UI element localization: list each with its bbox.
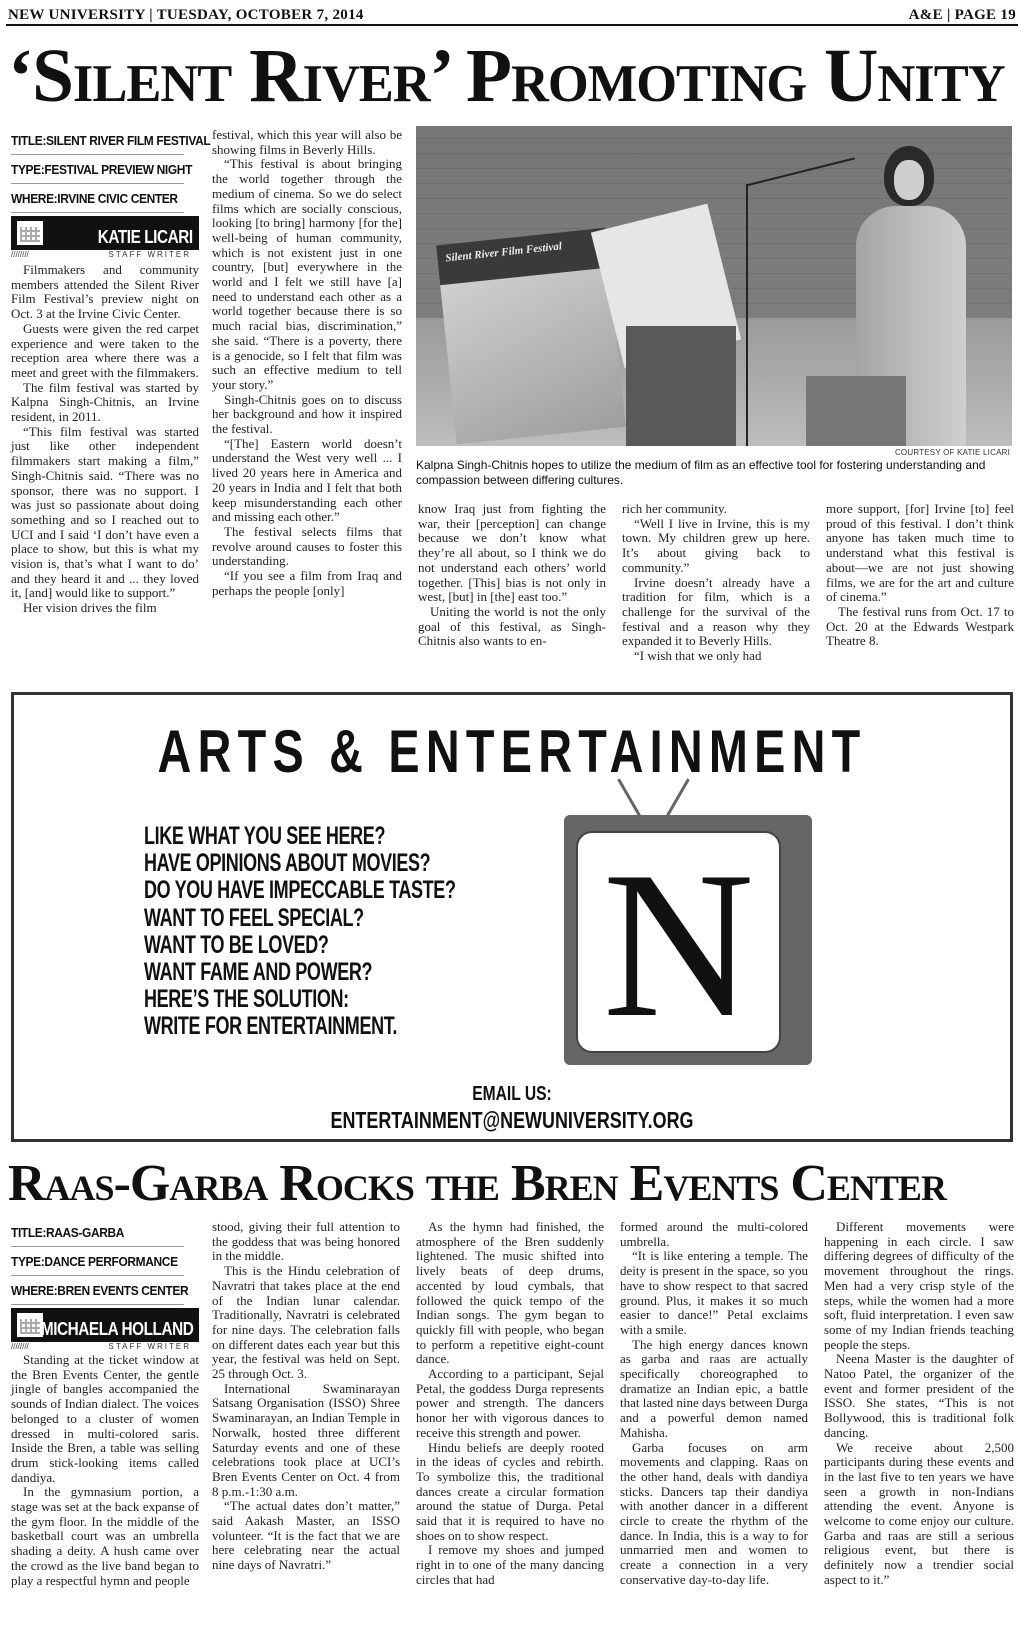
byline-role-row (11, 1342, 199, 1352)
paragraph: know Iraq just from fighting the war, their [perception] can change because we don’t know what they’re all about, so I think we do not understand each others’ world together. [This] bias is not only in west, [but] in [the] east too.” (418, 501, 606, 605)
tv-logo-icon (564, 815, 812, 1065)
article1-column-1 (11, 263, 199, 616)
paragraph: Her vision drives the film (23, 600, 157, 616)
paragraph: The film festival was started by Kalpna Singh-Chitnis, an Irvine resident, in 2011. (11, 379, 199, 425)
byline-role: STAFF WRITER (108, 1342, 191, 1351)
article2-headline: Raas-Garba Rocks the Bren Events Center (8, 1155, 946, 1212)
paragraph: formed around the multi-colored umbrella. (620, 1219, 808, 1249)
info-title-value: SILENT RIVER FILM FESTIVAL (46, 133, 211, 148)
paragraph: This is the Hindu celebration of Navratri that takes place at the end of the Indian lunar calendar. Traditionally, Navratri is celebrated for nine days. The celebration falls on different dates each year but this year, the festival was held on Sept. 25 through Oct. 3. (212, 1263, 400, 1382)
speaker-face (894, 160, 924, 200)
ad-line: LIKE WHAT YOU SEE HERE? (144, 822, 386, 850)
paragraph: The festival selects films that revolve around causes to foster this understanding. (212, 523, 402, 569)
paragraph: Filmmakers and community members attended the Silent River Film Festival’s preview night on Oct. 3 at the Irvine Civic Center. (11, 262, 199, 322)
article2-infobox (11, 1218, 199, 1352)
calendar-icon (17, 221, 43, 245)
poster-title: Silent River Film Festival (436, 228, 609, 286)
ad-email-block (124, 1081, 901, 1133)
paragraph: “This film festival was started just like other independent filmmakers start making a film,” Singh-Chitnis said. “There was no sponsor, there was no support. I was just so passionate about doing something and so I reached out to UCI and I said ‘I don’t have even a place to show, but this is what my vision is, that’s what I want to do’ and they heard it and ... they loved it, [and] would like to support.” (11, 423, 199, 601)
paragraph: I remove my shoes and jumped right in to one of the many dancing circles that had (416, 1542, 604, 1587)
info-type-row (11, 1247, 184, 1276)
calendar-icon (17, 1313, 43, 1337)
paragraph: Uniting the world is not the only goal of this festival, as Singh-Chitnis also wants to en- (418, 603, 606, 649)
info-title-row (11, 1218, 184, 1247)
paragraph: rich her community. (622, 501, 727, 516)
info-where-row (11, 1276, 189, 1305)
paragraph: The high energy dances known as garba and raas are actually specifically choreographed to dramatize an Indian epic, a battle that lasted nine days between Durga and a powerful demon named Mahisha. (620, 1336, 808, 1440)
byline-name: MICHAELA HOLLAND (40, 1319, 193, 1339)
ad-title: ARTS & ENTERTAINMENT (157, 718, 867, 785)
info-title-row (11, 126, 211, 155)
info-type-value: FESTIVAL PREVIEW NIGHT (44, 162, 193, 177)
paragraph: The festival runs from Oct. 17 to Oct. 20 at the Edwards Westpark Theatre 8. (826, 603, 1014, 649)
article2-column-2 (212, 1220, 400, 1573)
article1-column-5 (826, 502, 1014, 649)
info-where-key: WHERE: (11, 1283, 58, 1298)
info-type-value: DANCE PERFORMANCE (44, 1254, 178, 1269)
ad-line: WANT FAME AND POWER? (144, 958, 373, 987)
email-address[interactable]: ENTERTAINMENT@NEWUNIVERSITY.ORG (330, 1107, 694, 1133)
article1-infobox (11, 126, 211, 260)
article1-column-2 (212, 128, 402, 599)
paragraph: “I wish that we only had (634, 648, 762, 664)
ad-line: WRITE FOR ENTERTAINMENT. (144, 1012, 398, 1041)
paragraph: stood, giving their full attention to the goddess that was being honored in the middle. (212, 1219, 400, 1264)
photo-caption: Kalpna Singh-Chitnis hopes to utilize the medium of film as an effective tool for fostering understanding and compassion between differing cultures. (416, 458, 986, 487)
info-where-key: WHERE: (11, 191, 58, 206)
byline-bar (11, 1308, 199, 1342)
byline-name: KATIE LICARI (98, 227, 193, 247)
info-title-key: TITLE: (11, 1225, 47, 1240)
photo-credit: COURTESY OF KATIE LICARI (894, 448, 1010, 457)
poster-portrait (626, 326, 736, 446)
paragraph: “The actual dates don’t matter,” said Aakash Master, an ISSO volunteer. “It is the fact that we are here celebrating near the actual nine days of Navratri.” (212, 1498, 400, 1573)
paragraph: Irvine doesn’t already have a tradition for film, which is a challenge for the survival of the festival and a reason why they expanded it to Beverly Hills. (622, 574, 810, 649)
byline-slashes: //////// (11, 1342, 29, 1351)
article1-column-3 (418, 502, 606, 649)
info-type-key: TYPE: (11, 1254, 45, 1269)
paragraph: “Well I live in Irvine, this is my town. My children grew up here. It’s about giving back to community.” (622, 515, 810, 575)
paragraph: Garba focuses on arm movements and clapping. Raas on the other hand, deals with dandiya sticks. Dancers tap their dandiya with another dancer in a different circle to create the rhythm of the dance. In India, this is a way to for unmarried men and women to create a connection in a very conservative day-to-day life. (620, 1439, 808, 1587)
ad-line: HERE’S THE SOLUTION: (144, 985, 349, 1014)
info-type-key: TYPE: (11, 162, 45, 177)
ad-line: HAVE OPINIONS ABOUT MOVIES? (144, 849, 431, 878)
paragraph: Different movements were happening in each circle. I saw differing degrees of difficulty of the movement throughout the rings. Men had a very crisp style of the steps, while the women had a more soft, fluid interpretation. I even saw some of my Indian friends teaching people the steps. (824, 1219, 1014, 1352)
event-photo (416, 126, 1012, 446)
paragraph: more support, [for] Irvine [to] feel proud of this festival. I don’t think anyone has taken much time to understand what this festival is about—we are not just showing films, we are for the art and culture of cinema.” (826, 501, 1014, 605)
paragraph: “This festival is about bringing the world together through the medium of cinema. So we do select films which are socially conscious, looking [to bring] harmony [for the] well-being of human community, which is not existent just in one country, [but] everywhere in the world and I felt we still have [a] need to understand each other as a world together because there is so much racial bias, discrimination,” she said. “There is a poverty, there is a genocide, so I felt that film was such an effective medium to tell your story.” (212, 156, 402, 392)
paragraph: In the gymnasium portion, a stage was set at the back expanse of the gym floor. In the middle of the basketball court was an umbrella shading a deity. A hush came over the crowd as the live band began to play a respectful hymn and people (11, 1484, 199, 1588)
paragraph: festival, which this year will also be showing films in Beverly Hills. (212, 127, 402, 157)
article1-headline: ‘Silent River’ Promoting Unity (8, 34, 1005, 118)
article2-column-1 (11, 1353, 199, 1588)
info-where-value: IRVINE CIVIC CENTER (57, 191, 178, 206)
article2-column-5 (824, 1220, 1014, 1588)
byline-slashes: //////// (11, 250, 29, 259)
paragraph: Standing at the ticket window at the Bren Events Center, the gentle jingle of bangles accompanied the sounds of Indian dialect. The voices belonged to a cluster of women dressed in multi-colored saris. Inside the Bren, a table was selling drum stick-looking items called dandiya. (11, 1352, 199, 1485)
tv-screen (576, 829, 781, 1061)
paragraph: Neena Master is the daughter of Natoo Patel, the organizer of the event and former president of the ISSO. She states, “This is not Bollywood, this is traditional folk dancing. (824, 1351, 1014, 1440)
paragraph: As the hymn had finished, the atmosphere of the Bren suddenly lightened. The music shifted into lively beats of deep drums, accented by loud cymbals, that followed the quick tempo of the Indian songs. The gym began to quickly fill with people, who began to perform a repetitive eight-count dance. (416, 1219, 604, 1367)
paragraph: We receive about 2,500 participants during these events and in the last five to ten years we have seen a growth in non-Indians attending the event. Anyone is welcome to come enjoy our culture. Garba and raas are still a serious religious event, but there is definitely now a trendier social aspect to it.” (824, 1439, 1014, 1587)
paragraph: Hindu beliefs are deeply rooted in the ideas of cycles and rebirth. To symbolize this, the traditional dances create a circular formation around the statue of Durga. Petal said that it is required to have no shoes on to show respect. (416, 1439, 604, 1543)
logo-letter: N (602, 829, 755, 1061)
microphone-stand (746, 184, 748, 446)
email-label: EMAIL US: (472, 1083, 552, 1105)
info-where-row (11, 184, 184, 213)
byline-role-row (11, 250, 199, 260)
arts-entertainment-ad (11, 692, 1013, 1142)
ad-line: WANT TO FEEL SPECIAL? (144, 903, 364, 932)
paragraph: “It is like entering a temple. The deity is present in the space, so you have to show respect to that sacred ground. Plus, it makes it so much easier to dance!” Petal exclaims with a smile. (620, 1248, 808, 1337)
folio-section-page: A&E | PAGE 19 (908, 7, 1016, 23)
article2-column-3 (416, 1220, 604, 1588)
paragraph: According to a participant, Sejal Petal, the goddess Durga represents power and strength. The dancers honor her with vigorous dances to receive this strength and power. (416, 1366, 604, 1440)
info-title-value: RAAS-GARBA (46, 1225, 125, 1240)
ad-line: DO YOU HAVE IMPECCABLE TASTE? (144, 876, 456, 905)
article2-column-4 (620, 1220, 808, 1588)
ad-line: WANT TO BE LOVED? (144, 930, 329, 959)
ad-copy (144, 823, 461, 1041)
byline-role: STAFF WRITER (108, 250, 191, 259)
paragraph: Singh-Chitnis goes on to discuss her background and how it inspired the festival. (212, 391, 402, 437)
folio-date: NEW UNIVERSITY | TUESDAY, OCTOBER 7, 2014 (8, 7, 364, 23)
paragraph: “If you see a film from Iraq and perhaps the people [only] (212, 568, 402, 598)
paragraph: Guests were given the red carpet experience and were taken to the reception area where there was a meet and greet with the filmmakers. (11, 320, 199, 380)
paragraph: “[The] Eastern world doesn’t understand the West very well ... I lived 20 years here in America and 20 years in India and I felt that both keep misunderstanding each other and missing each other.” (212, 435, 402, 525)
info-where-value: BREN EVENTS CENTER (57, 1283, 189, 1298)
byline-bar (11, 216, 199, 250)
page-folio (6, 6, 1018, 26)
info-type-row (11, 155, 193, 184)
podium (806, 376, 906, 446)
article1-column-4 (622, 502, 810, 664)
paragraph: International Swaminarayan Satsang Organisation (ISSO) Shree Swaminarayan, an Indian Temple in Norwalk, hosted three different Saturday events and one of these celebrations took place at UCI’s Bren Events Center on Oct. 4 from 8 p.m.-1:30 a.m. (212, 1380, 400, 1499)
info-title-key: TITLE: (11, 133, 47, 148)
